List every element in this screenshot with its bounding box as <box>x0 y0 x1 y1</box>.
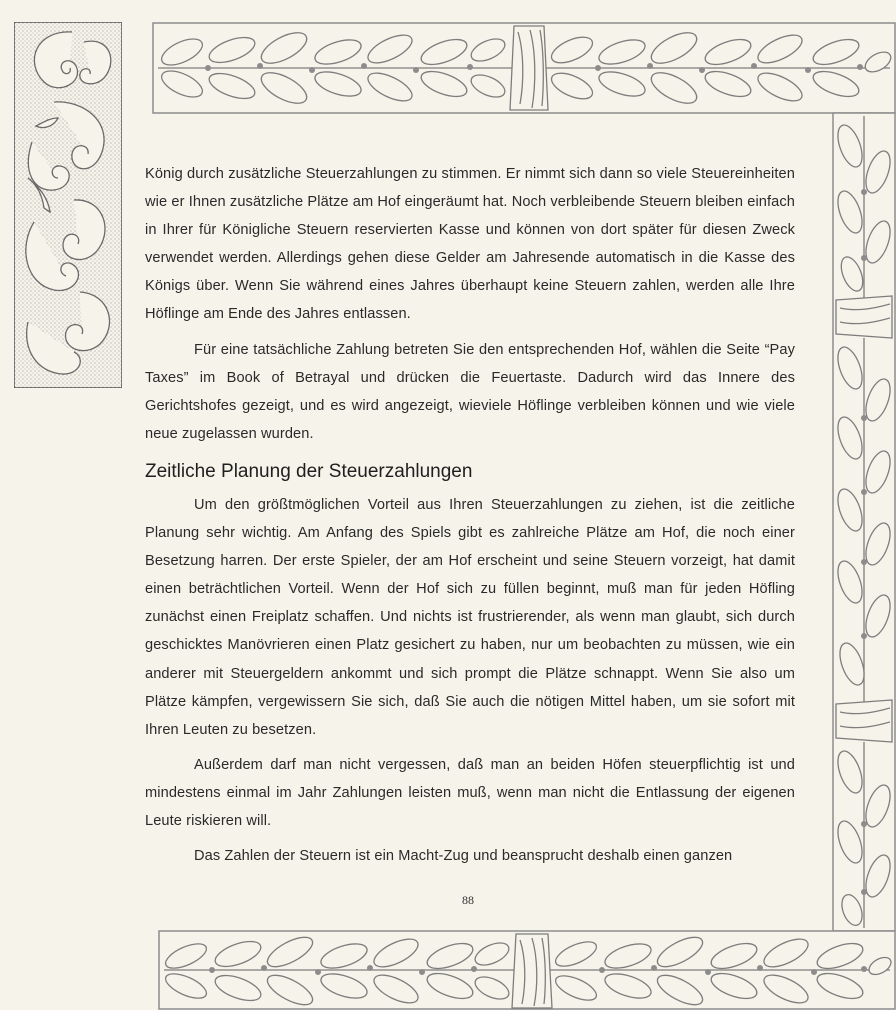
corner-ornament <box>14 22 122 388</box>
top-leaf-border <box>152 22 896 114</box>
paragraph: Für eine tatsächliche Zahlung betreten Sie den entsprechenden Hof, wählen die Seite “Pay Taxes” im Book of Betrayal und drücken die Feuertaste. Dadurch wird das Innere des Gerichtshofes gezeigt, und es wird angezeigt, wieviele Höflinge verbleiben können und wie viele neue zugelassen wurden. <box>145 341 795 442</box>
body-text <box>145 160 795 870</box>
paragraph: Um den größtmöglichen Vorteil aus Ihren Steuerzahlungen zu ziehen, ist die zeitliche Planung sehr wichtig. Am Anfang des Spiels gibt es zahlreiche Plätze am Hof, die noch einer Besetzung harren. Der erste Spieler, der am Hof erscheint und seine Steuern vorzeigt, hat damit einen beträchtlichen Vorteil. Wenn der Hof sich zu füllen beginnt, muß man für jeden Höfling zunächst einen Freiplatz schaffen. Und nichts ist frustrierender, als wenn man glaubt, sich durch geschicktes Manövrieren einen Platz gesichert zu haben, nur um beobachten zu müssen, wie ein anderer mit Steuergeldern ankommt und sich prompt die Plätze schnappt. Wenn Sie also um Plätze kämpfen, vergewissern Sie sich, daß Sie auch die nötigen Mittel haben, um sie sofort mit Ihren Leuten zu besetzen. <box>145 496 795 738</box>
paragraph: Außerdem darf man nicht vergessen, daß man an beiden Höfen steuerpflichtig ist und mindestens einmal im Jahr Zahlungen leisten muß, wenn man nicht die Entlassung der eigenen Leute riskieren will. <box>145 756 795 829</box>
bottom-leaf-border <box>158 930 896 1010</box>
page-number: 88 <box>462 893 474 907</box>
section-heading: Zeitliche Planung der Steuerzahlungen <box>145 460 473 482</box>
right-leaf-border <box>832 112 896 932</box>
paragraph: Das Zahlen der Steuern ist ein Macht-Zug und beansprucht deshalb einen ganzen <box>194 848 733 865</box>
paragraph: König durch zusätzliche Steuerzahlungen zu stimmen. Er nimmt sich dann so viele Steuereinheiten wie er Ihnen zusätzliche Plätze am Hof eingeräumt hat. Noch verbleibende Steuern bleiben einfach in Ihrer für Königliche Steuern reservierten Kasse und können von dort später für diesen Zweck verwendet werden. Allerdings gehen diese Gelder am Jahresende automatisch in die Kasse des Königs über. Wenn Sie während eines Jahres überhaupt keine Steuern zahlen, werden alle Ihre Höflinge am Ende des Jahres entlassen. <box>145 166 795 323</box>
